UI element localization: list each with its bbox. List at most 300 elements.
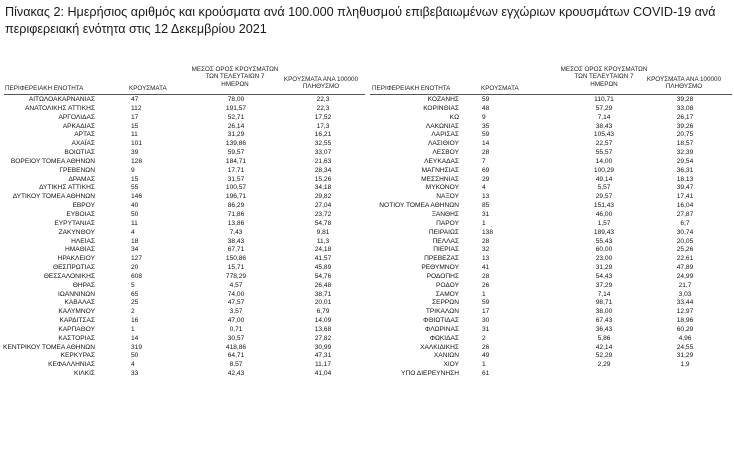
left-rate-cell: 23,72 bbox=[314, 210, 332, 218]
left-avg-cell: 38,43 bbox=[227, 237, 245, 245]
left-rate-cell: 45,89 bbox=[314, 264, 332, 272]
right-avg-header-line1: ΜΕΣΟΣ ΟΡΟΣ ΚΡΟΥΣΜΑΤΩΝ bbox=[560, 66, 648, 73]
left-region-cell: ΖΑΚΥΝΘΟΥ bbox=[58, 228, 95, 236]
left-avg-cell: 4,57 bbox=[229, 281, 243, 289]
left-region-cell: ΘΕΣΣΑΛΟΝΙΚΗΣ bbox=[43, 272, 95, 280]
left-avg-cell: 78,00 bbox=[227, 96, 245, 103]
left-avg-cell: 196,71 bbox=[225, 193, 247, 201]
right-avg-cell: 31,29 bbox=[595, 264, 613, 272]
left-cases-cell: 14 bbox=[131, 334, 139, 342]
right-rate-cell: 29,54 bbox=[676, 157, 694, 165]
left-cases-cell: 16 bbox=[131, 317, 139, 325]
right-rate-cell: 22,61 bbox=[676, 255, 694, 263]
right-rate-cell: 3,03 bbox=[678, 290, 692, 298]
left-region-cell: ΑΧΑΪΑΣ bbox=[71, 140, 95, 148]
right-region-cell: ΠΑΡΟΥ bbox=[436, 219, 459, 227]
left-region-cell: ΘΗΡΑΣ bbox=[72, 281, 95, 289]
table-row bbox=[0, 352, 734, 361]
right-rate-cell: 24,55 bbox=[676, 343, 694, 351]
left-avg-cell: 184,71 bbox=[225, 157, 247, 165]
left-region-cell: ΗΛΕΙΑΣ bbox=[71, 237, 95, 245]
table-row bbox=[0, 370, 734, 379]
right-region-cell: ΣΑΜΟΥ bbox=[435, 290, 459, 298]
left-cases-cell: 55 bbox=[131, 184, 139, 192]
right-cases-cell: 26 bbox=[482, 281, 490, 289]
right-region-cell: ΛΑΡΙΣΑΣ bbox=[431, 131, 459, 139]
right-cases-cell: 7 bbox=[482, 157, 486, 165]
left-region-cell: ΗΜΑΘΙΑΣ bbox=[65, 246, 95, 254]
right-rate-cell: 20,05 bbox=[676, 237, 694, 245]
left-cases-cell: 50 bbox=[131, 210, 139, 218]
left-avg-cell: 67,71 bbox=[227, 246, 245, 254]
table-row bbox=[0, 140, 734, 149]
right-rate-cell: 20,75 bbox=[676, 131, 694, 139]
left-cases-cell: 4 bbox=[131, 228, 135, 236]
right-region-cell: ΡΟΔΟΠΗΣ bbox=[426, 272, 459, 280]
right-avg-cell: 55,57 bbox=[595, 149, 613, 157]
left-region-cell: ΒΟΡΕΙΟΥ ΤΟΜΕΑ ΑΘΗΝΩΝ bbox=[10, 157, 95, 165]
right-rate-cell: 18,57 bbox=[676, 140, 694, 148]
right-cases-cell: 59 bbox=[482, 131, 490, 139]
right-avg-cell: 38,43 bbox=[595, 122, 613, 130]
right-rate-header-line2: ΠΛΗΘΥΣΜΟ bbox=[665, 83, 703, 91]
left-region-cell: ΙΩΑΝΝΙΝΩΝ bbox=[58, 290, 95, 298]
left-cases-cell: 11 bbox=[131, 131, 138, 139]
left-cases-cell: 1 bbox=[131, 325, 135, 333]
left-rate-cell: 54,76 bbox=[314, 272, 332, 280]
right-avg-cell: 38,00 bbox=[595, 308, 613, 316]
right-rate-cell: 12,97 bbox=[676, 308, 694, 316]
left-avg-cell: 26,14 bbox=[227, 122, 245, 130]
left-rate-cell: 13,68 bbox=[314, 325, 332, 333]
left-avg-header-line2: ΤΩΝ ΤΕΛΕΥΤΑΙΩΝ 7 bbox=[205, 73, 265, 81]
right-cases-cell: 31 bbox=[482, 325, 490, 333]
left-avg-cell: 52,71 bbox=[227, 113, 245, 121]
left-avg-cell: 74,00 bbox=[227, 290, 245, 298]
left-cases-cell: 608 bbox=[131, 272, 143, 280]
right-cases-cell: 28 bbox=[482, 149, 490, 157]
table-row bbox=[0, 149, 734, 158]
right-cases-cell: 48 bbox=[482, 104, 490, 112]
right-avg-cell: 189,43 bbox=[593, 228, 615, 236]
left-region-cell: ΕΥΡΥΤΑΝΙΑΣ bbox=[54, 219, 95, 227]
left-rate-header bbox=[276, 76, 366, 91]
right-avg-cell: 7,14 bbox=[597, 290, 611, 298]
left-cases-cell: 50 bbox=[131, 352, 139, 360]
left-region-cell: ΔΥΤΙΚΟΥ ΤΟΜΕΑ ΑΘΗΝΩΝ bbox=[12, 193, 95, 201]
left-rate-header-line1: ΚΡΟΥΣΜΑΤΑ ΑΝΑ 100000 bbox=[283, 76, 359, 83]
table-row bbox=[0, 317, 734, 326]
right-region-cell: ΠΙΕΡΙΑΣ bbox=[433, 246, 459, 254]
left-region-cell: ΚΑΡΔΙΤΣΑΣ bbox=[59, 317, 95, 325]
left-avg-cell: 15,71 bbox=[227, 264, 245, 272]
table-row bbox=[0, 344, 734, 353]
table-row bbox=[0, 167, 734, 176]
left-rate-cell: 22,3 bbox=[316, 104, 330, 112]
left-rate-cell: 24,18 bbox=[314, 246, 332, 254]
right-region-cell: ΧΙΟΥ bbox=[443, 361, 459, 369]
right-rate-cell: 25,26 bbox=[676, 246, 694, 254]
left-cases-cell: 15 bbox=[131, 175, 139, 183]
table-row bbox=[0, 264, 734, 273]
left-rate-cell: 17,3 bbox=[316, 122, 330, 130]
right-region-cell: ΜΑΓΝΗΣΙΑΣ bbox=[421, 166, 459, 174]
right-avg-cell: 110,71 bbox=[594, 96, 614, 103]
left-region-cell: ΚΕΡΚΥΡΑΣ bbox=[60, 352, 95, 360]
right-cases-cell: 138 bbox=[482, 228, 494, 236]
right-rate-cell: 33,08 bbox=[676, 104, 694, 112]
right-cases-header: ΚΡΟΥΣΜΑΤΑ bbox=[481, 85, 519, 92]
table-row bbox=[0, 158, 734, 167]
left-cases-header: ΚΡΟΥΣΜΑΤΑ bbox=[129, 85, 167, 92]
left-avg-cell: 31,57 bbox=[227, 175, 245, 183]
left-cases-cell: 47 bbox=[131, 96, 139, 103]
left-avg-cell: 31,29 bbox=[227, 131, 245, 139]
right-avg-cell: 37,29 bbox=[595, 281, 613, 289]
right-region-header: ΠΕΡΙΦΕΡΕΙΑΚΗ ΕΝΟΤΗΤΑ bbox=[372, 85, 451, 92]
left-avg-cell: 150,86 bbox=[225, 255, 247, 263]
left-cases-cell: 17 bbox=[131, 113, 139, 121]
left-region-cell: ΚΑΡΠΑΘΟΥ bbox=[58, 325, 95, 333]
left-rate-cell: 11,17 bbox=[314, 361, 331, 369]
left-region-cell: ΚΕΝΤΡΙΚΟΥ ΤΟΜΕΑ ΑΘΗΝΩΝ bbox=[3, 343, 95, 351]
right-region-cell: ΥΠΟ ΔΙΕΡΕΥΝΗΣΗ bbox=[401, 370, 459, 378]
left-avg-cell: 71,86 bbox=[227, 210, 245, 218]
left-avg-cell: 8,57 bbox=[229, 361, 243, 369]
right-cases-cell: 14 bbox=[482, 140, 490, 148]
right-region-cell: ΛΕΣΒΟΥ bbox=[432, 149, 459, 157]
right-region-cell: ΜΕΣΣΗΝΙΑΣ bbox=[421, 175, 459, 183]
right-cases-cell: 4 bbox=[482, 184, 486, 192]
left-cases-cell: 128 bbox=[131, 157, 143, 165]
table-row bbox=[0, 335, 734, 344]
left-region-cell: ΚΑΒΑΛΑΣ bbox=[64, 299, 95, 307]
left-avg-cell: 42,43 bbox=[227, 370, 245, 378]
right-avg-cell: 5,86 bbox=[597, 334, 611, 342]
right-cases-cell: 31 bbox=[482, 210, 490, 218]
right-rate-cell: 39,47 bbox=[676, 184, 694, 192]
left-rate-cell: 21,63 bbox=[314, 157, 332, 165]
left-avg-cell: 86,29 bbox=[227, 202, 245, 210]
table-row bbox=[0, 123, 734, 132]
left-cases-cell: 101 bbox=[131, 140, 143, 148]
left-region-cell: ΑΡΤΑΣ bbox=[74, 131, 95, 139]
right-region-cell: ΚΩ bbox=[449, 113, 459, 121]
right-region-cell: ΛΑΚΩΝΙΑΣ bbox=[425, 122, 459, 130]
right-rate-cell: 16,04 bbox=[676, 202, 694, 210]
right-rate-cell: 18,96 bbox=[676, 317, 694, 325]
table-row bbox=[0, 299, 734, 308]
left-cases-cell: 2 bbox=[131, 308, 135, 316]
left-region-cell: ΘΕΣΠΡΩΤΙΑΣ bbox=[52, 264, 95, 272]
right-region-cell: ΧΑΝΙΩΝ bbox=[433, 352, 459, 360]
right-region-cell: ΚΟΡΙΝΘΙΑΣ bbox=[423, 104, 459, 112]
right-cases-cell: 49 bbox=[482, 352, 490, 360]
left-cases-cell: 15 bbox=[131, 122, 139, 130]
left-avg-cell: 100,57 bbox=[225, 184, 247, 192]
table-body bbox=[0, 96, 734, 379]
right-rate-cell: 24,99 bbox=[676, 272, 694, 280]
left-region-cell: ΕΥΒΟΙΑΣ bbox=[66, 210, 95, 218]
table-row bbox=[0, 193, 734, 202]
right-rate-cell: 30,74 bbox=[676, 228, 694, 236]
left-rate-header-line2: ΠΛΗΘΥΣΜΟ bbox=[302, 83, 340, 91]
right-avg-cell: 52,29 bbox=[595, 352, 613, 360]
right-avg-cell: 29,57 bbox=[595, 193, 613, 201]
right-avg-cell: 1,57 bbox=[597, 219, 611, 227]
table-row bbox=[0, 211, 734, 220]
table-row bbox=[0, 220, 734, 229]
left-header-rule bbox=[4, 94, 365, 95]
left-region-cell: ΚΑΛΥΜΝΟΥ bbox=[58, 308, 95, 316]
left-avg-cell: 191,57 bbox=[225, 104, 247, 112]
right-avg-cell: 67,43 bbox=[595, 317, 613, 325]
table-row bbox=[0, 176, 734, 185]
left-avg-cell: 778,29 bbox=[225, 272, 247, 280]
left-avg-cell: 30,57 bbox=[227, 334, 245, 342]
right-cases-cell: 30 bbox=[482, 317, 490, 325]
left-avg-header-line1: ΜΕΣΟΣ ΟΡΟΣ ΚΡΟΥΣΜΑΤΩΝ bbox=[191, 66, 279, 73]
right-rate-header bbox=[636, 76, 732, 91]
right-region-cell: ΝΑΞΟΥ bbox=[436, 193, 459, 201]
left-rate-cell: 26,48 bbox=[314, 281, 332, 289]
right-rate-cell: 26,17 bbox=[676, 113, 694, 121]
table-row bbox=[0, 229, 734, 238]
left-rate-cell: 20,01 bbox=[314, 299, 332, 307]
right-cases-cell: 1 bbox=[482, 361, 486, 369]
table-row bbox=[0, 246, 734, 255]
left-rate-cell: 14,09 bbox=[314, 317, 332, 325]
left-cases-cell: 33 bbox=[131, 370, 139, 378]
right-cases-cell: 69 bbox=[482, 166, 490, 174]
table-row bbox=[0, 202, 734, 211]
left-rate-cell: 15,26 bbox=[314, 175, 332, 183]
left-avg-cell: 3,57 bbox=[229, 308, 243, 316]
right-cases-cell: 1 bbox=[482, 290, 486, 298]
left-rate-cell: 34,18 bbox=[314, 184, 332, 192]
left-rate-cell: 29,82 bbox=[314, 193, 332, 201]
left-rate-cell: 32,55 bbox=[314, 140, 332, 148]
right-region-cell: ΞΑΝΘΗΣ bbox=[431, 210, 459, 218]
left-rate-cell: 22,3 bbox=[316, 96, 330, 103]
right-rate-cell: 4,96 bbox=[678, 334, 692, 342]
right-rate-cell: 39,28 bbox=[676, 96, 694, 103]
right-cases-cell: 32 bbox=[482, 246, 490, 254]
right-region-cell: ΠΕΙΡΑΙΩΣ bbox=[428, 228, 459, 236]
table-row bbox=[0, 131, 734, 140]
right-avg-header-line2: ΤΩΝ ΤΕΛΕΥΤΑΙΩΝ 7 bbox=[574, 73, 634, 81]
right-avg-cell: 54,43 bbox=[595, 272, 613, 280]
left-cases-cell: 40 bbox=[131, 202, 139, 210]
right-region-cell: ΚΟΖΑΝΗΣ bbox=[427, 96, 459, 103]
left-rate-cell: 28,34 bbox=[314, 166, 332, 174]
right-avg-cell: 2,29 bbox=[597, 361, 611, 369]
left-region-cell: ΚΑΣΤΟΡΙΑΣ bbox=[58, 334, 95, 342]
right-region-cell: ΧΑΛΚΙΔΙΚΗΣ bbox=[420, 343, 459, 351]
left-cases-cell: 4 bbox=[131, 361, 135, 369]
right-cases-cell: 35 bbox=[482, 122, 490, 130]
right-avg-cell: 23,00 bbox=[595, 255, 613, 263]
right-rate-cell: 21,7 bbox=[678, 281, 692, 289]
left-region-cell: ΚΙΛΚΙΣ bbox=[74, 370, 95, 378]
right-avg-cell: 14,00 bbox=[595, 157, 613, 165]
right-rate-cell: 6,7 bbox=[680, 219, 690, 227]
table-row bbox=[0, 308, 734, 317]
left-cases-cell: 65 bbox=[131, 290, 139, 298]
left-rate-cell: 41,04 bbox=[314, 370, 332, 378]
left-cases-cell: 39 bbox=[131, 149, 139, 157]
right-cases-cell: 13 bbox=[482, 255, 490, 263]
table-row bbox=[0, 282, 734, 291]
left-region-cell: ΓΡΕΒΕΝΩΝ bbox=[59, 166, 95, 174]
left-region-cell: ΑΡΓΟΛΙΔΑΣ bbox=[58, 113, 95, 121]
right-region-cell: ΠΕΛΛΑΣ bbox=[432, 237, 459, 245]
table-row bbox=[0, 238, 734, 247]
right-region-cell: ΦΩΚΙΔΑΣ bbox=[429, 334, 459, 342]
right-region-cell: ΡΕΘΥΜΝΟΥ bbox=[421, 264, 459, 272]
left-rate-cell: 9,81 bbox=[316, 228, 330, 236]
right-avg-cell: 7,14 bbox=[597, 113, 611, 121]
left-rate-cell: 47,31 bbox=[314, 352, 332, 360]
left-cases-cell: 18 bbox=[131, 237, 139, 245]
left-cases-cell: 20 bbox=[131, 264, 139, 272]
table-row bbox=[0, 255, 734, 264]
left-avg-header-line3: ΗΜΕΡΩΝ bbox=[221, 80, 249, 88]
right-cases-cell: 41 bbox=[482, 264, 490, 272]
left-cases-cell: 25 bbox=[131, 299, 139, 307]
left-avg-cell: 47,57 bbox=[227, 299, 245, 307]
right-avg-cell: 55,43 bbox=[595, 237, 613, 245]
right-rate-cell: 32,39 bbox=[676, 149, 694, 157]
left-avg-cell: 13,86 bbox=[227, 219, 245, 227]
right-avg-cell: 151,43 bbox=[593, 202, 615, 210]
right-cases-cell: 2 bbox=[482, 334, 486, 342]
table-title: Πίνακας 2: Ημερήσιος αριθμός και κρούσματα ανά 100.000 πληθυσμού επιβεβαιωμένων εγχώριων κρουσμάτων COVID-19 ανά περιφερειακή ενότητα στις 12 Δεκεμβρίου 2021 bbox=[5, 5, 716, 36]
right-avg-header-line3: ΗΜΕΡΩΝ bbox=[590, 80, 618, 88]
table-row bbox=[0, 291, 734, 300]
table-row bbox=[0, 114, 734, 123]
left-region-cell: ΑΝΑΤΟΛΙΚΗΣ ΑΤΤΙΚΗΣ bbox=[25, 104, 95, 112]
right-avg-cell: 36,43 bbox=[595, 325, 613, 333]
right-rate-cell: 33,44 bbox=[676, 299, 694, 307]
left-rate-cell: 54,78 bbox=[314, 219, 332, 227]
right-region-cell: ΛΑΣΙΘΙΟΥ bbox=[428, 140, 459, 148]
table-row bbox=[0, 361, 734, 370]
right-cases-cell: 13 bbox=[482, 193, 490, 201]
right-rate-cell: 60,29 bbox=[676, 325, 694, 333]
right-region-cell: ΦΛΩΡΙΝΑΣ bbox=[424, 325, 459, 333]
left-avg-cell: 47,00 bbox=[227, 317, 245, 325]
right-rate-cell: 17,41 bbox=[676, 193, 694, 201]
right-avg-cell: 42,14 bbox=[595, 343, 613, 351]
right-avg-cell: 22,57 bbox=[595, 140, 613, 148]
left-region-cell: ΑΡΚΑΔΙΑΣ bbox=[62, 122, 95, 130]
right-rate-cell: 18,13 bbox=[676, 175, 694, 183]
left-cases-cell: 5 bbox=[131, 281, 135, 289]
right-cases-cell: 9 bbox=[482, 113, 486, 121]
left-rate-cell: 11,3 bbox=[316, 237, 330, 245]
right-cases-cell: 61 bbox=[482, 370, 490, 378]
right-rate-cell: 47,89 bbox=[676, 264, 694, 272]
right-avg-cell: 105,43 bbox=[593, 131, 615, 139]
right-region-cell: ΡΟΔΟΥ bbox=[436, 281, 459, 289]
right-cases-cell: 1 bbox=[482, 219, 486, 227]
right-cases-cell: 29 bbox=[482, 175, 490, 183]
left-rate-cell: 33,07 bbox=[314, 149, 332, 157]
left-rate-cell: 38,71 bbox=[314, 290, 332, 298]
left-rate-cell: 27,82 bbox=[314, 334, 332, 342]
left-cases-cell: 112 bbox=[131, 104, 142, 112]
left-region-cell: ΗΡΑΚΛΕΙΟΥ bbox=[57, 255, 95, 263]
left-avg-cell: 64,71 bbox=[227, 352, 245, 360]
left-rate-cell: 6,79 bbox=[316, 308, 330, 316]
right-rate-cell: 36,31 bbox=[676, 166, 694, 174]
right-region-cell: ΝΟΤΙΟΥ ΤΟΜΕΑ ΑΘΗΝΩΝ bbox=[379, 202, 459, 210]
left-region-cell: ΔΡΑΜΑΣ bbox=[68, 175, 95, 183]
left-region-cell: ΒΟΙΩΤΙΑΣ bbox=[64, 149, 95, 157]
right-cases-cell: 26 bbox=[482, 343, 490, 351]
left-cases-cell: 9 bbox=[131, 166, 135, 174]
right-rate-header-line1: ΚΡΟΥΣΜΑΤΑ ΑΝΑ 100000 bbox=[646, 76, 722, 83]
right-cases-cell: 28 bbox=[482, 272, 490, 280]
right-cases-cell: 17 bbox=[482, 308, 490, 316]
left-avg-cell: 7,43 bbox=[229, 228, 243, 236]
left-avg-header bbox=[190, 66, 280, 88]
right-rate-cell: 27,87 bbox=[676, 210, 694, 218]
left-rate-cell: 27,04 bbox=[314, 202, 332, 210]
right-rate-cell: 31,29 bbox=[676, 352, 694, 360]
right-avg-cell: 100,29 bbox=[593, 166, 615, 174]
left-rate-cell: 41,57 bbox=[314, 255, 332, 263]
right-cases-cell: 85 bbox=[482, 202, 490, 210]
right-cases-cell: 28 bbox=[482, 237, 490, 245]
left-avg-cell: 59,57 bbox=[227, 149, 245, 157]
left-avg-cell: 0,71 bbox=[229, 325, 243, 333]
left-region-header: ΠΕΡΙΦΕΡΕΙΑΚΗ ΕΝΟΤΗΤΑ bbox=[5, 85, 84, 92]
left-region-cell: ΑΙΤΩΛΟΑΚΑΡΝΑΝΙΑΣ bbox=[28, 96, 95, 103]
left-rate-cell: 17,52 bbox=[314, 113, 332, 121]
left-avg-cell: 139,86 bbox=[225, 140, 247, 148]
right-region-cell: ΤΡΙΚΑΛΩΝ bbox=[425, 308, 459, 316]
right-header-rule bbox=[370, 94, 732, 95]
left-cases-cell: 34 bbox=[131, 246, 139, 254]
right-cases-cell: 59 bbox=[482, 299, 490, 307]
left-rate-cell: 30,99 bbox=[314, 343, 332, 351]
left-cases-cell: 127 bbox=[131, 255, 143, 263]
left-avg-cell: 17,71 bbox=[227, 166, 245, 174]
right-region-cell: ΠΡΕΒΕΖΑΣ bbox=[424, 255, 459, 263]
right-avg-cell: 98,71 bbox=[595, 299, 613, 307]
left-region-cell: ΚΕΦΑΛΛΗΝΙΑΣ bbox=[48, 361, 95, 369]
right-region-cell: ΜΥΚΟΝΟΥ bbox=[425, 184, 459, 192]
right-region-cell: ΦΘΙΩΤΙΔΑΣ bbox=[423, 317, 459, 325]
left-region-cell: ΕΒΡΟΥ bbox=[72, 202, 95, 210]
left-avg-cell: 418,86 bbox=[225, 343, 247, 351]
right-rate-cell: 39,26 bbox=[676, 122, 694, 130]
left-rate-cell: 16,21 bbox=[314, 131, 332, 139]
right-avg-cell: 57,29 bbox=[595, 104, 613, 112]
table-row bbox=[0, 96, 734, 105]
table-row bbox=[0, 184, 734, 193]
right-cases-cell: 59 bbox=[482, 96, 490, 103]
right-avg-cell: 5,57 bbox=[597, 184, 611, 192]
right-avg-cell: 60,00 bbox=[595, 246, 613, 254]
left-cases-cell: 11 bbox=[131, 219, 138, 227]
right-rate-cell: 1,9 bbox=[680, 361, 690, 369]
table-row bbox=[0, 326, 734, 335]
right-avg-cell: 49,14 bbox=[595, 175, 613, 183]
left-cases-cell: 319 bbox=[131, 343, 143, 351]
